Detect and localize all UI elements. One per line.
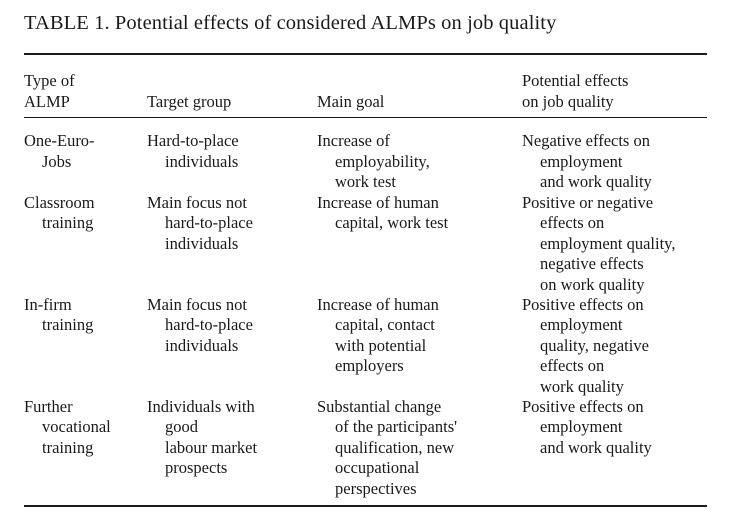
cell-line: Increase of [317,131,390,150]
cell-line: with potential [335,335,427,355]
cell-line: training [42,213,94,232]
cell-line: prospects [165,458,228,477]
cell-line: occupational [335,458,420,477]
header-target-group [147,92,231,113]
cell-line: quality, negative [540,335,649,355]
cell-line: qualification, new [335,437,455,457]
cell-line: Jobs [42,151,72,171]
cell-line: on work quality [540,274,645,294]
header-line: Target group [147,91,232,111]
table-row-one-euro-jobs-type [24,131,95,172]
cell-line: employers [335,356,404,375]
cell-line: employment [540,417,623,436]
cell-line: Further [24,396,73,416]
bottom-rule [24,505,707,507]
cell-line: employment quality, [540,233,676,253]
table-row-classroom-training-effects [522,193,676,296]
cell-line: capital, work test [335,213,449,232]
table-row-in-firm-training-type [24,295,93,336]
header-main-goal [317,92,384,113]
cell-line: Substantial change [317,396,442,416]
cell-line: Positive effects on [522,294,644,314]
cell-line: individuals [165,151,239,171]
cell-line: Negative effects on [522,131,650,150]
table-row-further-vocational-training-goal [317,397,457,500]
cell-line: and work quality [540,172,652,191]
cell-line: Increase of human [317,294,439,314]
top-rule [24,53,707,55]
cell-line: employability, [335,151,430,171]
table-row-classroom-training-goal [317,193,448,234]
cell-line: Individuals with [147,396,255,416]
header-line: Main goal [317,91,385,111]
header-potential-effects [522,71,628,112]
cell-line: training [42,315,94,334]
cell-line: hard-to-place [165,315,253,334]
table-row-in-firm-training-target [147,295,253,357]
table-row-further-vocational-training-effects [522,397,652,459]
cell-line: capital, contact [335,315,435,334]
table-row-one-euro-jobs-goal [317,131,430,193]
cell-line: and work quality [540,437,652,457]
cell-line: labour market [165,437,258,457]
cell-line: vocational [42,417,111,436]
cell-line: Hard-to-place [147,131,239,150]
header-type-of-almp [24,71,75,112]
cell-line: training [42,437,94,457]
table-row-further-vocational-training-type [24,397,111,459]
cell-line: negative effects [540,254,644,273]
header-rule [24,117,707,118]
cell-line: effects on [540,213,605,232]
header-line: ALMP [24,91,70,111]
cell-line: hard-to-place [165,213,253,232]
cell-line: of the participants' [335,417,458,436]
table-row-in-firm-training-effects [522,295,649,398]
cell-line: Positive or negative [522,192,654,212]
cell-line: individuals [165,335,239,355]
table-row-one-euro-jobs-effects [522,131,652,193]
cell-line: individuals [165,233,239,253]
cell-line: effects on [540,356,605,375]
header-line: Type of [24,71,75,90]
cell-line: work quality [540,376,624,396]
cell-line: work test [335,172,396,191]
table-row-in-firm-training-goal [317,295,439,377]
cell-line: employment [540,315,623,334]
cell-line: perspectives [335,478,417,498]
table-row-one-euro-jobs-target [147,131,239,172]
header-line: Potential effects [522,71,629,90]
cell-line: Main focus not [147,192,247,212]
cell-line: employment [540,151,623,171]
cell-line: In-firm [24,294,72,314]
table-row-classroom-training-type [24,193,95,234]
header-line: on job quality [522,91,614,111]
cell-line: One-Euro- [24,131,95,150]
cell-line: Classroom [24,192,95,212]
table-row-classroom-training-target [147,193,253,255]
cell-line: Main focus not [147,294,247,314]
cell-line: Increase of human [317,192,439,212]
table-caption: TABLE 1. Potential effects of considered ALMPs on job quality [24,12,557,34]
cell-line: good [165,417,198,436]
cell-line: Positive effects on [522,396,644,416]
table-row-further-vocational-training-target [147,397,257,479]
